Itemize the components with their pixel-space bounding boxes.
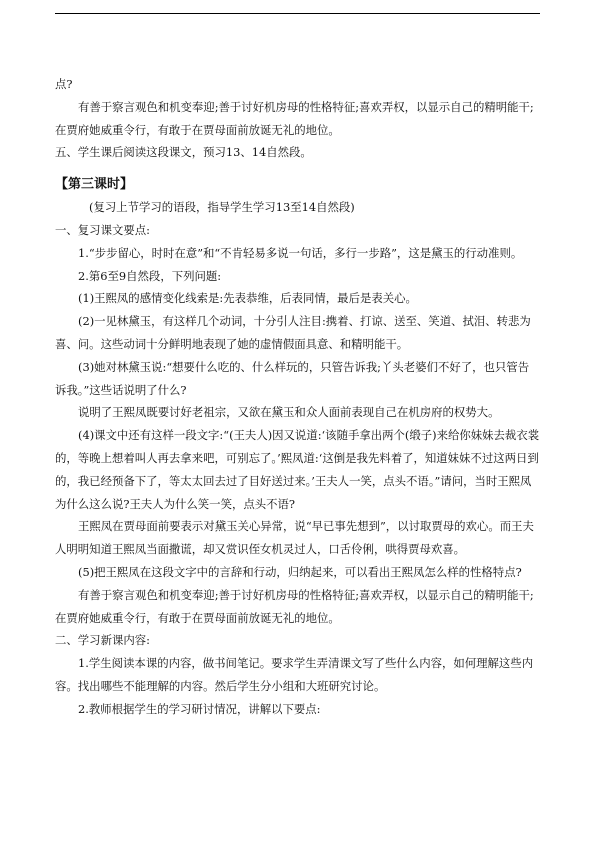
- paragraph: 1.学生阅读本课的内容，做书间笔记。要求学生弄清课文写了些什么内容，如何理解这些内容。找出哪些不能理解的内容。然后学生分小组和大班研究讨论。: [55, 656, 534, 693]
- lesson-heading: 【第三课时】: [55, 177, 134, 193]
- paragraph: (3)她对林黛玉说:“想要什么吃的、什么样玩的，只管告诉我;丫头老婆们不好了，也只管告诉我。”这些话说明了什么?: [55, 359, 530, 397]
- paragraph: 点?: [55, 77, 73, 91]
- paragraph: (4)课文中还有这样一段文字:“(王夫人)因又说道:‘该随手拿出两个(缎子)来给你妹妹去裁衣裳的，等晚上想着叫人再去拿来吧，可别忘了。’熙凤道:‘这倒是我先料着了，知道妹妹不过这两日到的，我已经预备下了，等太太回去过了目好送过来。’王夫人一笑，点头不语。”请问，当时王熙凤为什么这么说?王夫人为什么笑一笑，点头不语?: [55, 428, 540, 511]
- paragraph: 有善于察言观色和机变奉迎;善于讨好机房母的性格特征;喜欢弄权，以显示自己的精明能干;在贾府她威重令行，有敢于在贾母面前放诞无礼的地位。: [55, 587, 534, 625]
- paragraph: 有善于察言观色和机变奉迎;善于讨好机房母的性格特征;喜欢弄权，以显示自己的精明能干;在贾府她威重令行，有敢于在贾母面前放诞无礼的地位。: [55, 99, 534, 137]
- section-title: 二、学习新课内容:: [55, 633, 150, 648]
- paragraph: (2)一见林黛玉，有这样几个动词，十分引人注目:携着、打谅、送至、笑道、拭泪、转悲为喜、问。这些动词十分鲜明地表现了她的虚情假面具意、和精明能干。: [55, 314, 531, 351]
- paragraph: 1.“步步留心，时时在意”和“不肯轻易多说一句话，多行一步路”，这是黛玉的行动准则。: [78, 245, 523, 260]
- paragraph: 2.第6至9自然段，下列问题:: [78, 268, 222, 283]
- document-body: [55, 73, 540, 721]
- section-item: 五、学生课后阅读这段课文，预习13、14自然段。: [55, 145, 312, 160]
- paragraph: 2.教师根据学生的学习研讨情况，讲解以下要点:: [78, 701, 321, 716]
- header-rule: [55, 13, 540, 14]
- section-title: 一、复习课文要点:: [55, 222, 150, 237]
- paragraph: 说明了王熙凤既要讨好老祖宗，又欲在黛玉和众人面前表现自己在机房府的权势大。: [78, 405, 500, 420]
- paragraph: (1)王熙凤的感情变化线索是:先表恭维，后表同情，最后是表关心。: [78, 291, 417, 306]
- paragraph: 王熙凤在贾母面前要表示对黛玉关心异常，说“早已事先想到”，以讨取贾母的欢心。而王夫人明明知道王熙凤当面撒谎，却又赏识侄女机灵过人，口舌伶俐，哄得贾母欢喜。: [55, 519, 534, 557]
- lesson-note: (复习上节学习的语段，指导学生学习13至14自然段): [89, 200, 355, 215]
- paragraph: (5)把王熙凤在这段文字中的言辞和行动，归纳起来，可以看出王熙凤怎么样的性格特点?: [78, 564, 522, 579]
